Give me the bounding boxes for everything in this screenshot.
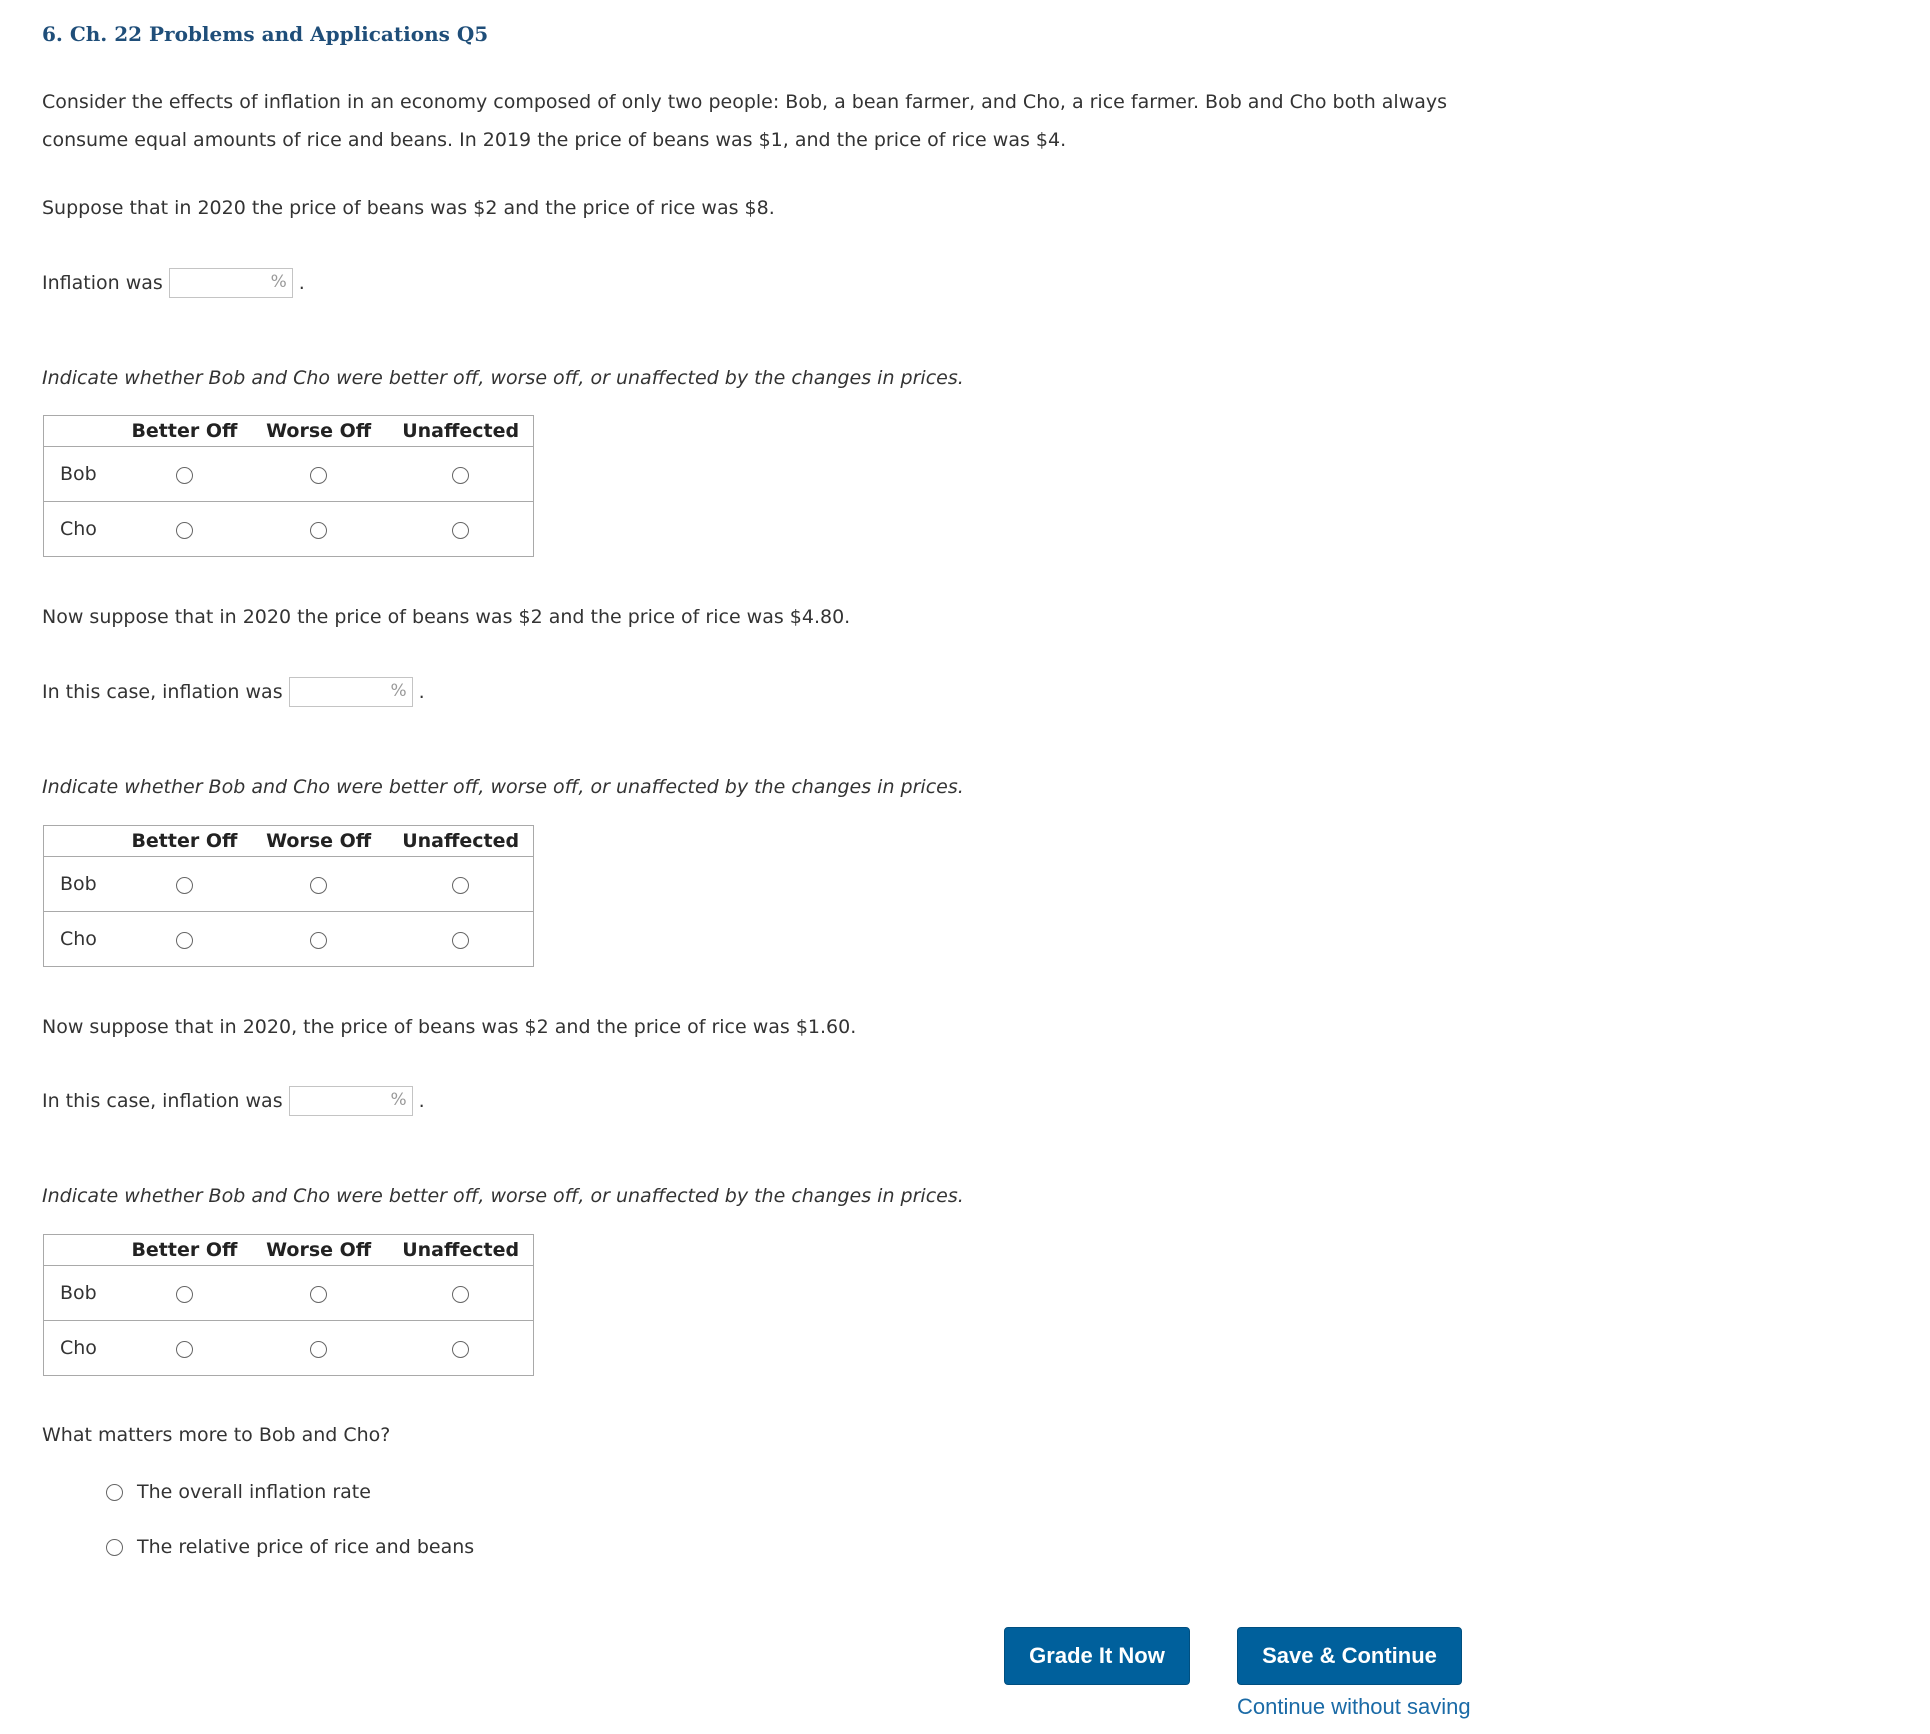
radio-bob-better-off[interactable] <box>176 1286 193 1303</box>
intro-line-1: Consider the effects of inflation in an economy composed of only two people: Bob, a bean farmer, and Cho, a rice farmer. Bob and Cho both always <box>42 91 1448 113</box>
row-label-cho: Cho <box>44 1321 120 1376</box>
radio-bob-unaffected[interactable] <box>452 877 469 894</box>
inflation-field-3[interactable] <box>292 1088 392 1116</box>
radio-bob-unaffected[interactable] <box>452 467 469 484</box>
col-unaffected: Unaffected <box>388 1235 533 1266</box>
radio-bob-better-off[interactable] <box>176 467 193 484</box>
period-1: . <box>298 272 305 294</box>
col-worse-off: Worse Off <box>249 416 388 447</box>
table-row-cho <box>44 502 534 557</box>
mc-option-label-2: The relative price of rice and beans <box>137 1536 475 1558</box>
radio-cho-worse-off[interactable] <box>310 522 327 539</box>
grade-it-now-button[interactable]: Grade It Now <box>1004 1627 1190 1685</box>
inflation-label-1: Inflation was <box>42 272 163 294</box>
col-better-off: Better Off <box>120 826 249 857</box>
mc-option-label-1: The overall inflation rate <box>137 1481 371 1503</box>
response-table-2 <box>43 825 534 967</box>
header-blank <box>44 416 120 447</box>
col-better-off: Better Off <box>120 1235 249 1266</box>
table-header-row <box>44 416 534 447</box>
inflation-line-1 <box>42 266 305 300</box>
inflation-input-1[interactable] <box>169 268 293 298</box>
table-row-bob <box>44 1266 534 1321</box>
percent-unit-2: % <box>390 681 407 701</box>
save-and-continue-button[interactable]: Save & Continue <box>1237 1627 1462 1685</box>
row-label-bob: Bob <box>44 857 120 912</box>
inflation-label-2: In this case, inflation was <box>42 681 283 703</box>
scenario-1: Suppose that in 2020 the price of beans was $2 and the price of rice was $8. <box>42 197 775 219</box>
mc-option-relative-price[interactable] <box>106 1536 474 1558</box>
radio-cho-unaffected[interactable] <box>452 932 469 949</box>
inflation-line-2 <box>42 675 425 709</box>
inflation-input-2[interactable] <box>289 677 413 707</box>
header-blank <box>44 1235 120 1266</box>
col-unaffected: Unaffected <box>388 416 533 447</box>
response-table-3 <box>43 1234 534 1376</box>
table-row-bob <box>44 857 534 912</box>
col-worse-off: Worse Off <box>249 1235 388 1266</box>
header-blank <box>44 826 120 857</box>
radio-relative-price[interactable] <box>106 1539 123 1556</box>
radio-bob-worse-off[interactable] <box>310 1286 327 1303</box>
percent-unit-1: % <box>270 272 287 292</box>
radio-bob-unaffected[interactable] <box>452 1286 469 1303</box>
mc-option-overall-inflation[interactable] <box>106 1481 371 1503</box>
table-header-row <box>44 1235 534 1266</box>
radio-cho-worse-off[interactable] <box>310 1341 327 1358</box>
radio-cho-worse-off[interactable] <box>310 932 327 949</box>
response-table-1 <box>43 415 534 557</box>
period-3: . <box>418 1090 425 1112</box>
instruction-3: Indicate whether Bob and Cho were better off, worse off, or unaffected by the changes in prices. <box>42 1185 964 1207</box>
inflation-field-1[interactable] <box>172 270 272 298</box>
table-row-cho <box>44 912 534 967</box>
row-label-cho: Cho <box>44 912 120 967</box>
radio-cho-better-off[interactable] <box>176 522 193 539</box>
scenario-3: Now suppose that in 2020, the price of beans was $2 and the price of rice was $1.60. <box>42 1016 857 1038</box>
percent-unit-3: % <box>390 1090 407 1110</box>
scenario-2: Now suppose that in 2020 the price of beans was $2 and the price of rice was $4.80. <box>42 606 851 628</box>
intro-line-2: consume equal amounts of rice and beans. In 2019 the price of beans was $1, and the price of rice was $4. <box>42 129 1067 151</box>
radio-cho-unaffected[interactable] <box>452 1341 469 1358</box>
col-better-off: Better Off <box>120 416 249 447</box>
row-label-bob: Bob <box>44 1266 120 1321</box>
table-header-row <box>44 826 534 857</box>
instruction-1: Indicate whether Bob and Cho were better off, worse off, or unaffected by the changes in prices. <box>42 367 964 389</box>
period-2: . <box>418 681 425 703</box>
radio-bob-worse-off[interactable] <box>310 467 327 484</box>
radio-cho-better-off[interactable] <box>176 932 193 949</box>
radio-bob-worse-off[interactable] <box>310 877 327 894</box>
inflation-line-3 <box>42 1084 425 1118</box>
continue-without-saving-link[interactable]: Continue without saving <box>1237 1694 1471 1719</box>
table-row-cho <box>44 1321 534 1376</box>
radio-bob-better-off[interactable] <box>176 877 193 894</box>
question-intro <box>42 83 1447 159</box>
question-title: 6. Ch. 22 Problems and Applications Q5 <box>42 22 489 46</box>
inflation-input-3[interactable] <box>289 1086 413 1116</box>
radio-overall-inflation[interactable] <box>106 1484 123 1501</box>
row-label-cho: Cho <box>44 502 120 557</box>
inflation-label-3: In this case, inflation was <box>42 1090 283 1112</box>
table-row-bob <box>44 447 534 502</box>
instruction-2: Indicate whether Bob and Cho were better off, worse off, or unaffected by the changes in prices. <box>42 776 964 798</box>
col-worse-off: Worse Off <box>249 826 388 857</box>
radio-cho-better-off[interactable] <box>176 1341 193 1358</box>
col-unaffected: Unaffected <box>388 826 533 857</box>
inflation-field-2[interactable] <box>292 679 392 707</box>
radio-cho-unaffected[interactable] <box>452 522 469 539</box>
final-question: What matters more to Bob and Cho? <box>42 1424 391 1446</box>
row-label-bob: Bob <box>44 447 120 502</box>
